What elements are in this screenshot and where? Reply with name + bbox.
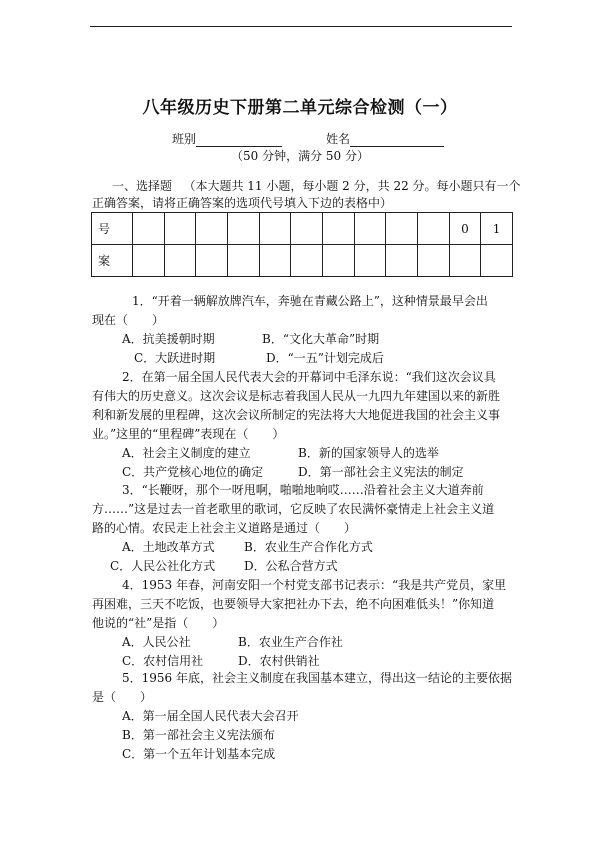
- number-cell: 1: [481, 213, 513, 245]
- question-text-line: 3．“长鞭呀，那个一呀甩啊，啪啪地响哎……沿着社会主义大道奔前: [122, 483, 484, 497]
- number-cell: [259, 213, 291, 245]
- question-5: [92, 669, 524, 764]
- answer-cell[interactable]: [417, 245, 449, 277]
- option-c[interactable]: C．共产党核心地位的确定: [122, 465, 264, 479]
- option-a[interactable]: A．社会主义制度的建立: [122, 446, 251, 460]
- option-b[interactable]: B．农业生产合作社: [238, 635, 343, 649]
- option-a[interactable]: A．第一届全国人民代表大会召开: [122, 709, 299, 723]
- option-row: [92, 707, 524, 726]
- header-rule: [90, 26, 512, 27]
- option-row: [92, 726, 524, 745]
- number-cell: [164, 213, 196, 245]
- option-c[interactable]: C．人民公社化方式: [110, 559, 216, 573]
- option-d[interactable]: D．公私合营方式: [244, 559, 338, 573]
- answer-cell[interactable]: [259, 245, 291, 277]
- number-cell: [354, 213, 386, 245]
- option-row: [92, 330, 524, 349]
- question-text-line: 是（ ）: [92, 690, 153, 704]
- question-text-line: 路的心情。农民走上社会主义道路是通过（ ）: [92, 521, 357, 535]
- answer-table: [91, 212, 513, 277]
- answer-cell[interactable]: [481, 245, 513, 277]
- question-text-line: 5．1956 年底，社会主义制度在我国基本建立，得出这一结论的主要依据: [122, 671, 512, 685]
- question-2: [92, 368, 524, 482]
- question-text-line: 2．在第一届全国人民代表大会的开幕词中毛泽东说：“我们这次会议具: [122, 370, 496, 384]
- option-d[interactable]: D．农村供销社: [238, 654, 320, 668]
- answer-cell[interactable]: [386, 245, 418, 277]
- name-blank[interactable]: [350, 132, 444, 147]
- option-b[interactable]: B．农业生产合作化方式: [244, 540, 373, 554]
- question-1: [92, 292, 524, 368]
- answer-cell[interactable]: [291, 245, 323, 277]
- answer-cell[interactable]: [133, 245, 165, 277]
- question-text-line: 现在（ ）: [92, 313, 165, 327]
- option-a[interactable]: A．抗美援朝时期: [122, 332, 215, 346]
- question-text-line: 有伟大的历史意义。这次会议是标志着我国人民从一九四九年建国以来的新胜: [92, 389, 501, 403]
- question-text-line: 利和新发展的里程碑，这次会议所制定的宪法将大大地促进我国的社会主义事: [92, 408, 501, 422]
- number-cell: [133, 213, 165, 245]
- question-text-line: 他说的“社”是指（ ）: [92, 616, 225, 630]
- student-info-fields: [172, 130, 444, 147]
- question-4: [92, 576, 524, 671]
- answer-cell[interactable]: [196, 245, 228, 277]
- class-label: 班别: [172, 132, 197, 146]
- name-label: 姓名: [326, 132, 351, 146]
- question-text-line: 方……”这是过去一首老歌里的歌词，它反映了农民满怀豪情走上社会主义道: [92, 502, 495, 516]
- option-row: [92, 349, 524, 368]
- option-row: [92, 444, 524, 463]
- number-cell: [386, 213, 418, 245]
- answer-row-label: 案: [92, 245, 133, 277]
- class-blank[interactable]: [196, 132, 282, 147]
- option-row: [92, 463, 524, 482]
- question-text-line: 业。”这里的“里程碑”表现在（ ）: [92, 427, 285, 441]
- number-cell: [417, 213, 449, 245]
- option-a[interactable]: A．土地改革方式: [122, 540, 215, 554]
- number-cell: [196, 213, 228, 245]
- option-row: [92, 557, 524, 576]
- number-cell: [227, 213, 259, 245]
- answer-cell[interactable]: [164, 245, 196, 277]
- section-heading: 一、选择题: [112, 179, 173, 193]
- number-cell: [291, 213, 323, 245]
- option-d[interactable]: D．第一部社会主义宪法的制定: [298, 465, 464, 479]
- answer-cell[interactable]: [322, 245, 354, 277]
- section-instructions-text: （本大题共 11 小题，每小题 2 分，共 22 分。每小题只有一个正确答案，请将正确答案的选项代号填入下边的表格中）: [92, 179, 521, 210]
- option-c[interactable]: C．大跃进时期: [134, 351, 216, 365]
- option-d[interactable]: D．“一五”计划完成后: [266, 351, 384, 365]
- option-b[interactable]: B．第一部社会主义宪法颁布: [122, 728, 275, 742]
- option-row: [92, 745, 524, 764]
- section-instructions: [92, 178, 522, 212]
- option-row: [92, 538, 524, 557]
- question-text-line: 1．“开着一辆解放牌汽车，奔驰在青藏公路上”，这种情景最早会出: [132, 294, 488, 308]
- answer-cell[interactable]: [354, 245, 386, 277]
- question-text-line: 再困难，三天不吃饭，也要领导大家把社办下去，绝不向困难低头！”你知道: [92, 597, 495, 611]
- option-c[interactable]: C．农村信用社: [122, 654, 204, 668]
- option-row: [92, 633, 524, 652]
- answer-table-number-row: [92, 213, 513, 245]
- question-3: [92, 481, 524, 576]
- page-title: 八年级历史下册第二单元综合检测（一）: [142, 98, 458, 118]
- answer-cell[interactable]: [449, 245, 481, 277]
- option-c[interactable]: C．第一个五年计划基本完成: [122, 747, 276, 761]
- option-b[interactable]: B．“文化大革命”时期: [262, 332, 380, 346]
- question-text-line: 4．1953 年春，河南安阳一个村党支部书记表示：“我是共产党员，家里: [122, 578, 507, 592]
- option-b[interactable]: B．新的国家领导人的选举: [298, 446, 439, 460]
- number-cell: 0: [449, 213, 481, 245]
- answer-cell[interactable]: [227, 245, 259, 277]
- time-note: （50 分钟，满分 50 分）: [231, 149, 369, 163]
- number-cell: [322, 213, 354, 245]
- answer-table-answer-row: [92, 245, 513, 277]
- option-a[interactable]: A．人民公社: [122, 635, 191, 649]
- number-row-label: 号: [92, 213, 133, 245]
